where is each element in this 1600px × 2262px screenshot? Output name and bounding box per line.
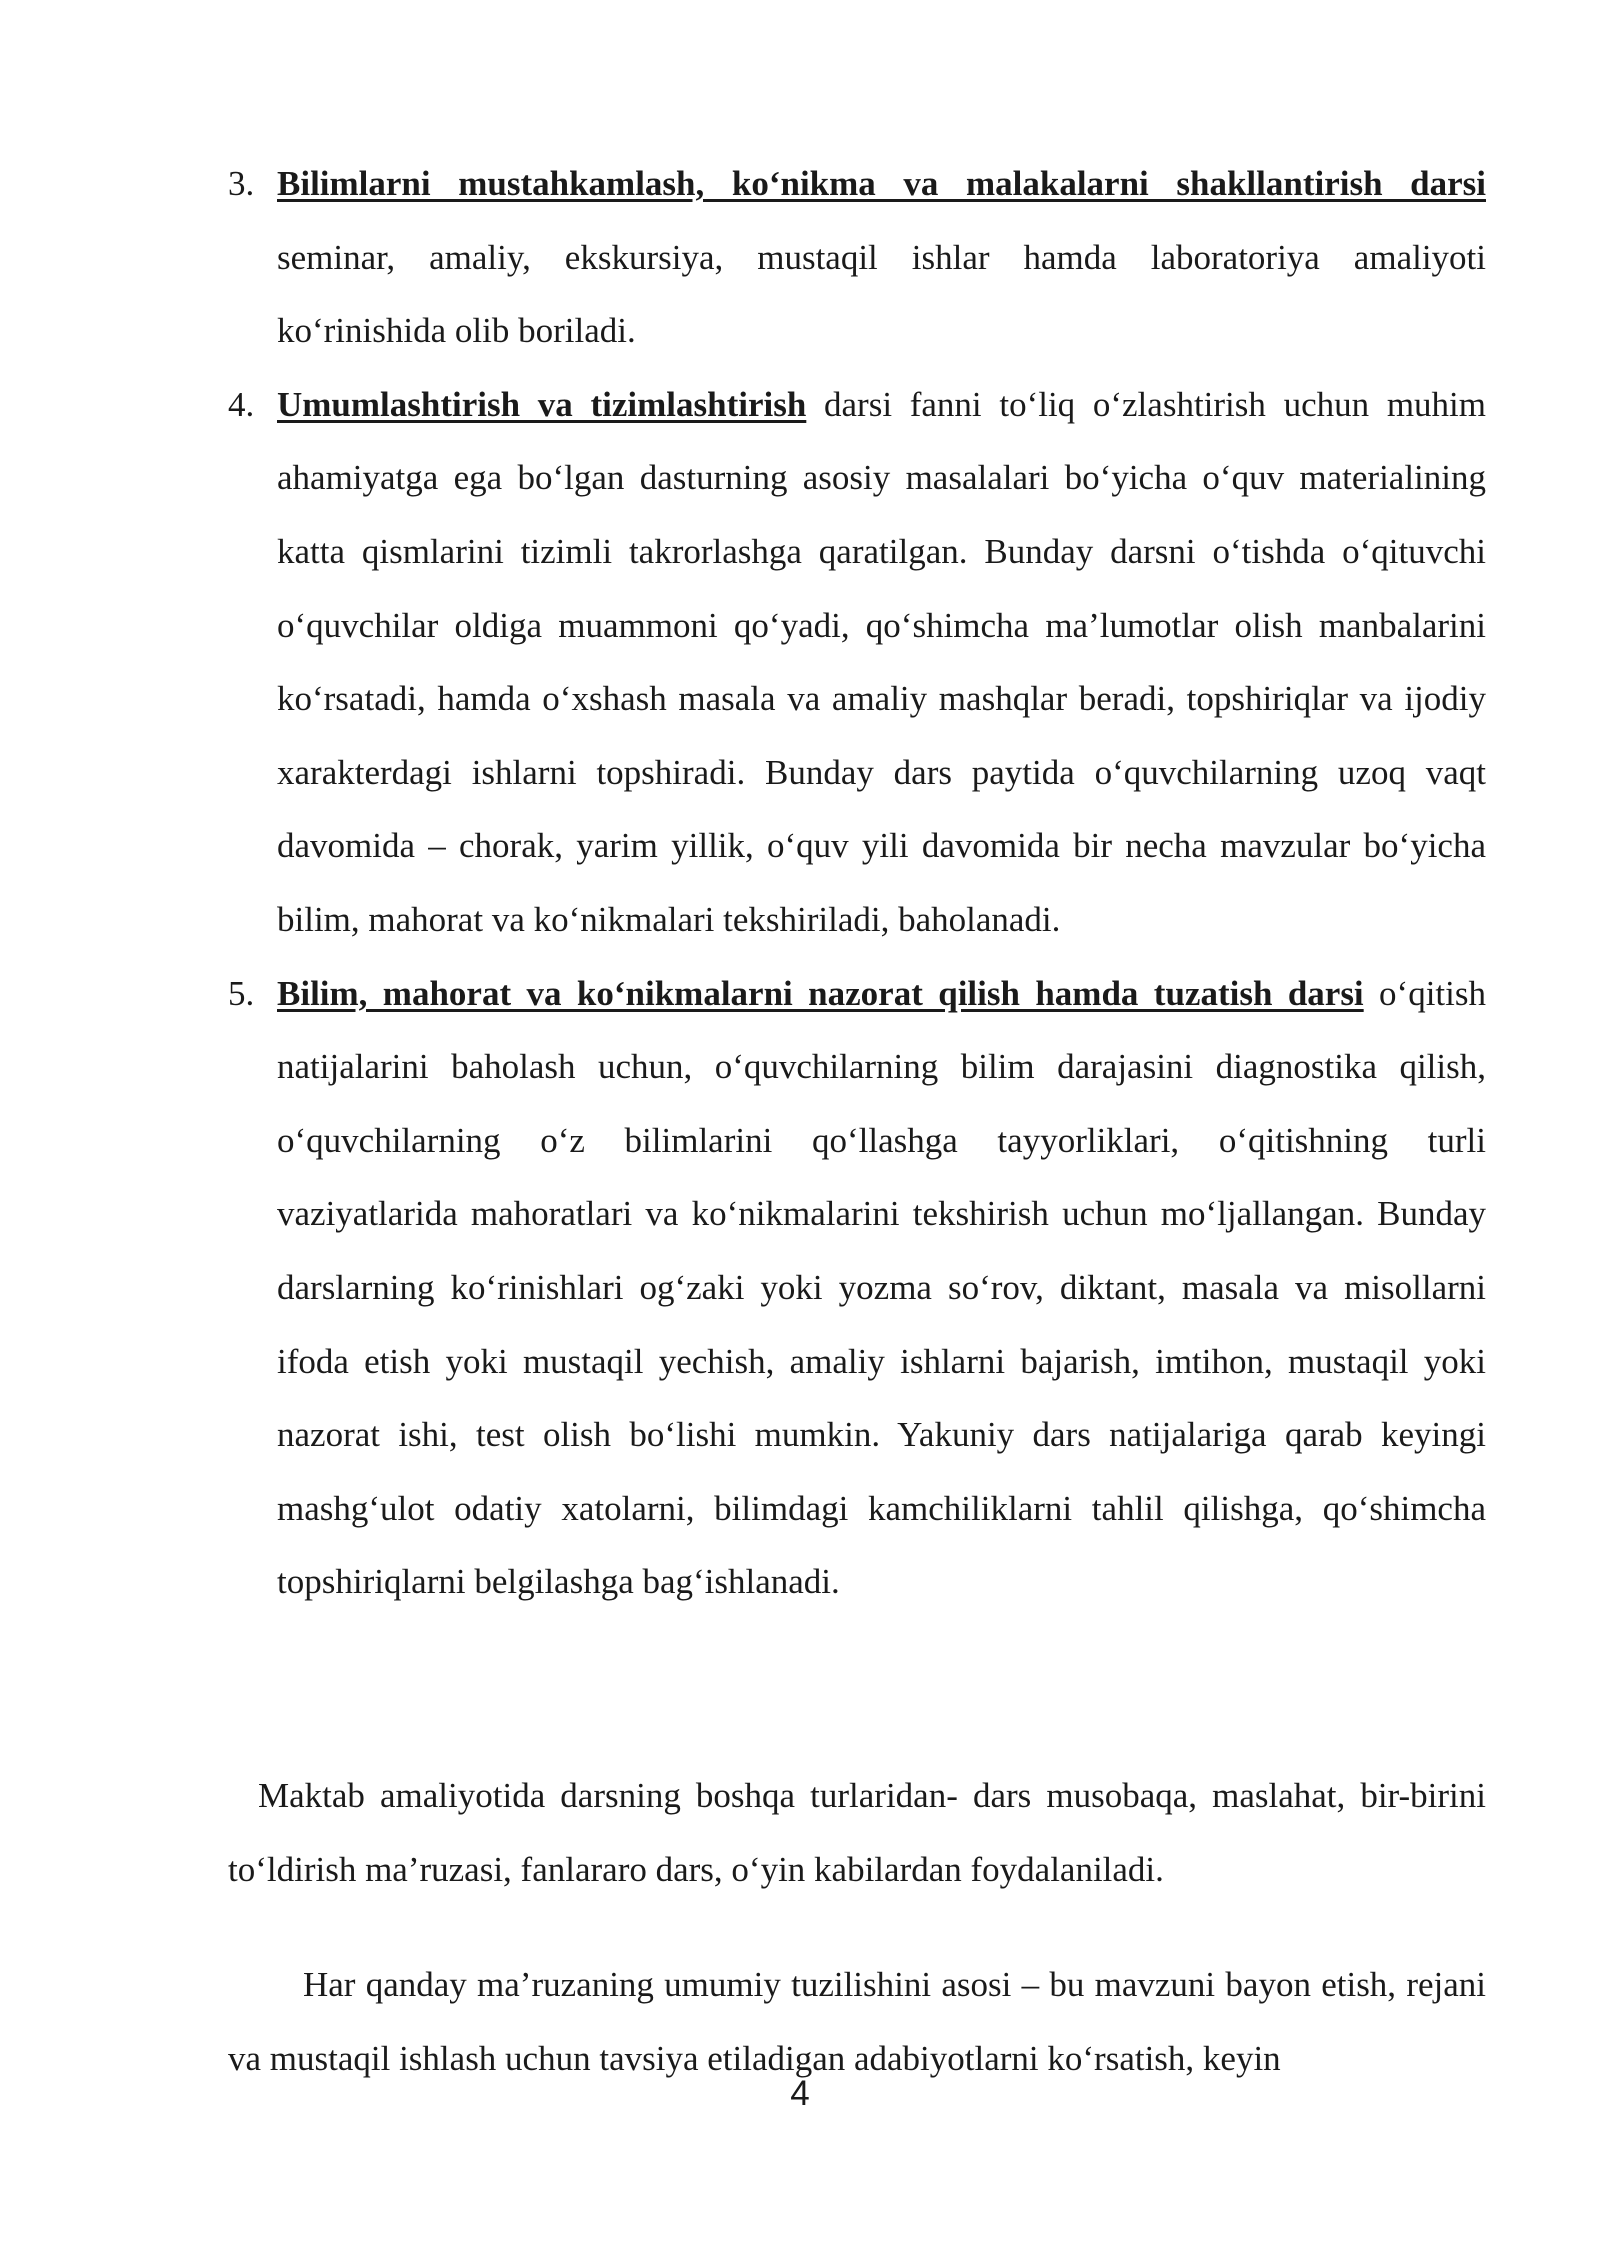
- list-item: [228, 368, 1486, 957]
- list-item-body: o‘qitish natijalarini baholash uchun, o‘quvchilarning bilim darajasini diagnostika qilish, o‘quvchilarning o‘z bilimlarini qo‘llashga tayyorliklari, o‘qitishning turli vaziyatlarida mahoratlari va ko‘nikmalarini tekshirish uchun mo‘ljallangan. Bunday darslarning ko‘rinishlari og‘zaki yoki yozma so‘rov, diktant, masala va misollarni ifoda etish yoki mustaqil yechish, amaliy ishlarni bajarish, imtihon, mustaqil yoki nazorat ishi, test olish bo‘lishi mumkin. Yakuniy dars natijalariga qarab keyingi mashg‘ulot odatiy xatolarni, bilimdagi kamchiliklarni tahlil qilishga, qo‘shimcha topshiriqlarni belgilashga bag‘ishlanadi.: [277, 973, 1487, 1602]
- list-item-title: Bilimlarni mustahkamlash, ko‘nikma va malakalarni shakllantirish darsi: [277, 164, 1486, 203]
- list-item-body: darsi fanni to‘liq o‘zlashtirish uchun muhim ahamiyatga ega bo‘lgan dasturning asosiy masalalari bo‘yicha o‘quv materialining katta qismlarini tizimli takrorlashga qaratilgan. Bunday darsni o‘tishda o‘qituvchi o‘quvchilar oldiga muammoni qo‘yadi, qo‘shimcha ma’lumotlar olish manbalarini ko‘rsatadi, hamda o‘xshash masala va amaliy mashqlar beradi, topshiriqlar va ijodiy xarakterdagi ishlarni topshiradi. Bunday dars paytida o‘quvchilarning uzoq vaqt davomida – chorak, yarim yillik, o‘quv yili davomida bir necha mavzular bo‘yicha bilim, mahorat va ko‘nikmalari tekshiriladi, baholanadi.: [277, 384, 1486, 939]
- list-item: [228, 147, 1486, 368]
- list-item-title: Umumlashtirish va tizimlashtirish: [277, 384, 807, 424]
- school-practice-paragraph: Maktab amaliyotida darsning boshqa turlaridan- dars musobaqa, maslahat, bir-birini to‘ldirish ma’ruzasi, fanlararo dars, o‘yin kabilardan foydalaniladi.: [228, 1776, 1486, 1889]
- list-item-number: 5.: [228, 973, 255, 1013]
- list-item-number: 3.: [228, 164, 255, 203]
- list-item-title: Bilim, mahorat va ko‘nikmalarni nazorat qilish hamda tuzatish darsi: [277, 973, 1364, 1013]
- lesson-types-list: [228, 147, 1486, 1619]
- lecture-structure-paragraph: Har qanday ma’ruzaning umumiy tuzilishini asosi – bu mavzuni bayon etish, rejani va mustaqil ishlash uchun tavsiya etiladigan adabiyotlarni ko‘rsatish, keyin: [228, 1965, 1486, 2078]
- list-item: [228, 957, 1486, 1619]
- page-number: 4: [790, 2074, 810, 2113]
- list-item-number: 4.: [228, 384, 255, 424]
- list-item-body: seminar, amaliy, ekskursiya, mustaqil ishlar hamda laboratoriya amaliyoti ko‘rinishida olib boriladi.: [277, 237, 1486, 351]
